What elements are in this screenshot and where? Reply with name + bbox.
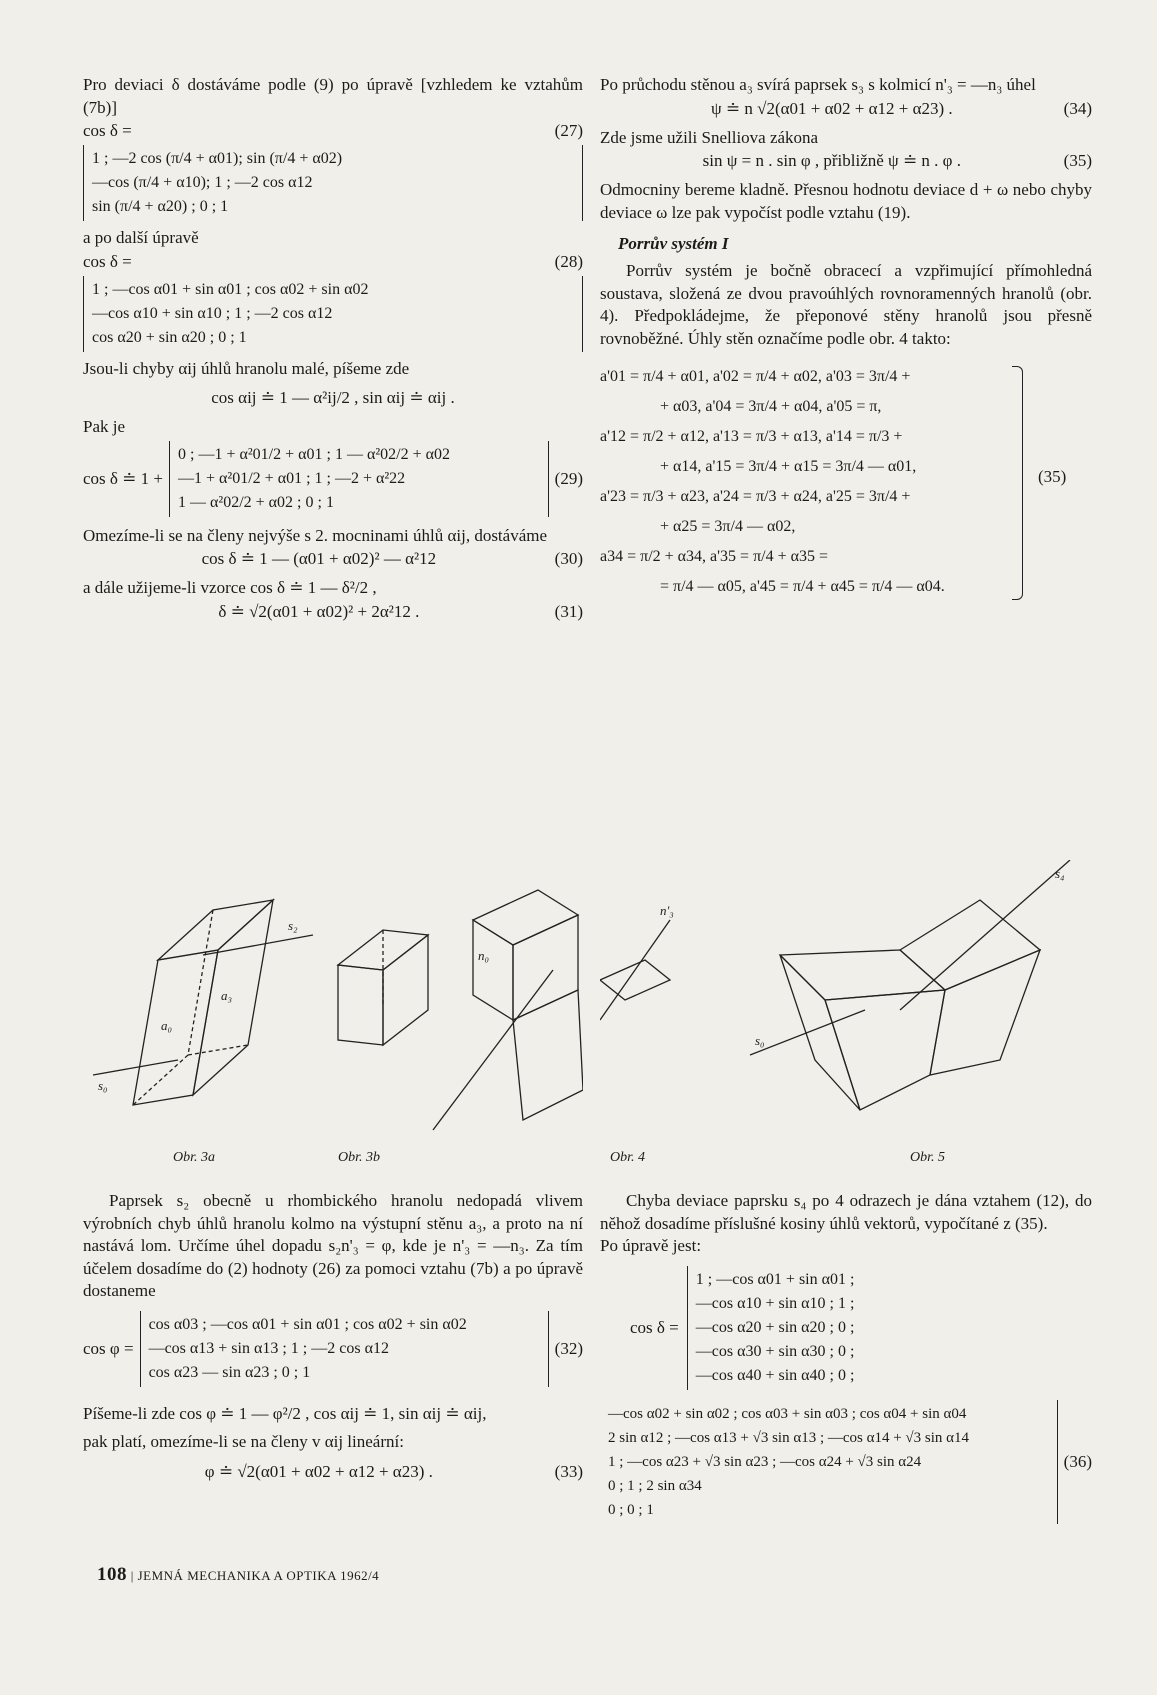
after27-text: a po další úpravě	[83, 228, 199, 247]
eq30-formula: cos δ ≐ 1 — (α01 + α02)² — α²12	[201, 549, 437, 568]
eq34-row	[600, 97, 1092, 121]
eq32-number: (32)	[554, 1338, 583, 1358]
eq36-row: 1 ; —cos α01 + sin α01 ;	[695, 1270, 855, 1288]
eq36-row: 0 ; 1 ; 2 sin α34	[608, 1477, 702, 1494]
eq36-row: —cos α20 + sin α20 ; 0 ;	[695, 1318, 855, 1336]
fig-label-a3: a₃	[221, 988, 233, 1003]
eq36-row: 1 ; —cos α23 + √3 sin α23 ; —cos α24 + √3 sin α24	[608, 1453, 922, 1470]
fig4-right-part	[600, 960, 670, 1000]
eq29-block	[83, 439, 583, 519]
fig3a-hidden-edge	[188, 910, 213, 1055]
fig4-ray	[433, 970, 553, 1130]
eq36-determinant-top	[687, 1266, 1092, 1390]
eq29-lhs: cos δ ≐ 1 +	[83, 468, 164, 488]
approx-formula: cos αij ≐ 1 — α²ij/2 , sin αij ≐ αij .	[211, 388, 455, 407]
eq35-line: = π/4 — α05, a'45 = π/4 + α45 = π/4 — α04.	[660, 578, 945, 595]
fig3b-side-face	[383, 935, 428, 1045]
eq28-row: cos α20 + sin α20 ; 0 ; 1	[92, 328, 247, 346]
eq28-lhs: cos δ =	[83, 251, 132, 271]
fig4-side-face	[513, 915, 578, 1020]
eq35a-formula: sin ψ = n . sin φ , přibližně ψ ≐ n . φ .	[702, 151, 961, 170]
journal-name: JEMNÁ MECHANIKA A OPTIKA 1962/4	[137, 1568, 380, 1583]
caption-obr3b: Obr. 3b	[338, 1150, 381, 1165]
fig3a-ray-in	[93, 1060, 178, 1075]
write-text: Píšeme-li zde cos φ ≐ 1 — φ²/2 , cos αij ≐ 1, sin αij ≐ αij,	[83, 1403, 487, 1423]
eq35-line: a'01 = π/4 + α01, a'02 = π/4 + α02, a'03 = 3π/4 +	[600, 368, 911, 385]
eq27-row: —cos (π/4 + α10); 1 ; —2 cos α12	[92, 174, 313, 191]
fig4-top-face	[473, 890, 578, 945]
limit-text: Omezíme-li se na členy nejvýše s 2. mocninami úhlů αij, dostáváme	[83, 525, 548, 545]
fig-label-n3: n'₃	[660, 903, 674, 918]
caption-obr3a: Obr. 3a	[173, 1150, 216, 1165]
fig-label-s0: s₀	[98, 1078, 108, 1093]
fig3a-ray-out	[203, 935, 313, 955]
eq35-line: a'12 = π/2 + α12, a'13 = π/3 + α13, a'14 = π/3 +	[600, 428, 903, 445]
eq36-row: —cos α30 + sin α30 ; 0 ;	[695, 1342, 855, 1360]
eq35-line: a34 = π/2 + α34, a'35 = π/4 + α35 =	[600, 548, 829, 565]
linear-text: pak platí, omezíme-li se na členy v αij lineární:	[83, 1432, 404, 1451]
caption-obr5: Obr. 5	[910, 1150, 946, 1165]
eq35a-number: (35)	[1063, 151, 1092, 170]
eq36-number: (36)	[1063, 1451, 1092, 1471]
fig-label-s2: s₂	[288, 918, 298, 933]
figures-3a-3b	[83, 860, 583, 1180]
eq32-row: cos α23 — sin α23 ; 0 ; 1	[148, 1363, 311, 1381]
eq31-row	[83, 600, 583, 624]
bottom-left-block	[83, 1190, 583, 1484]
eq32-lhs: cos φ =	[83, 1338, 134, 1358]
fig-label-s4: s₄	[1055, 866, 1065, 881]
footer-separator: |	[130, 1568, 138, 1583]
fig3b-top-face	[338, 930, 428, 970]
eq34-formula: ψ ≐ n √2(α01 + α02 + α12 + α23) .	[710, 98, 953, 118]
eq28-row: 1 ; —cos α01 + sin α01 ; cos α02 + sin α02	[92, 280, 369, 298]
eq29-row: —1 + α²01/2 + α01 ; 1 ; —2 + α²22	[178, 469, 406, 487]
eq29-row: 0 ; —1 + α²01/2 + α01 ; 1 — α²02/2 + α02	[178, 445, 450, 463]
eq32-determinant	[140, 1311, 549, 1387]
eq28-label-row	[83, 250, 583, 274]
fig4-ray-continuation	[600, 920, 670, 1020]
eq35-line: a'23 = π/3 + α23, a'24 = π/3 + α24, a'25 = 3π/4 +	[600, 488, 911, 505]
eq27-row: sin (π/4 + α20) ; 0 ; 1	[92, 198, 229, 215]
eq29-determinant	[169, 441, 549, 517]
eq36-lhs: cos δ =	[630, 1317, 679, 1337]
eq36b-block	[600, 1398, 1092, 1526]
eq32-row: —cos α13 + sin α13 ; 1 ; —2 cos α12	[148, 1339, 389, 1357]
eq28-determinant	[83, 276, 583, 352]
section-heading: Porrův systém I	[618, 234, 729, 253]
eq31-number: (31)	[554, 601, 583, 621]
eq34-number: (34)	[1063, 98, 1092, 118]
eq35-brace	[1012, 366, 1023, 600]
eq29-number: (29)	[554, 468, 583, 488]
approx-eq	[83, 386, 583, 410]
eq29-row: 1 — α²02/2 + α02 ; 0 ; 1	[178, 493, 334, 511]
fig-label-s0-right: s₀	[755, 1033, 765, 1048]
intro-paragraph: Pro deviaci δ dostáváme podle (9) po úpravě [vzhledem ke vztahům (7b)]	[83, 75, 583, 117]
eq35-line: + α14, a'15 = 3π/4 + α15 = 3π/4 — α01,	[660, 458, 917, 475]
pakje-text: Pak je	[83, 417, 126, 436]
figure-3-diagram	[83, 860, 583, 1170]
eq35-system	[600, 362, 1092, 602]
fig5-right-prism	[900, 900, 1040, 990]
fig5-ray-in	[750, 1010, 865, 1055]
roots-paragraph: Odmocniny bereme kladně. Přesnou hodnotu deviace d + ω nebo chyby deviace ω lze pak vypočíst podle vztahu (19).	[600, 180, 1092, 222]
eq31-formula: δ ≐ √2(α01 + α02)² + 2α²12 .	[218, 601, 420, 621]
eq27-row: 1 ; —2 cos (π/4 + α01); sin (π/4 + α02)	[92, 150, 343, 167]
po-uprave-text: Po úpravě jest:	[600, 1236, 702, 1255]
left-column	[83, 74, 583, 624]
small-errors-text: Jsou-li chyby αij úhlů hranolu malé, píšeme zde	[83, 358, 410, 378]
eq33-row	[83, 1460, 583, 1484]
eq36-row: —cos α40 + sin α40 ; 0 ;	[695, 1366, 855, 1384]
figure-4-5-diagram	[600, 860, 1092, 1170]
eq35-line: + α25 = 3π/4 — α02,	[660, 518, 796, 535]
eq33-number: (33)	[554, 1461, 583, 1481]
eq27-label-row	[83, 119, 583, 143]
further-text: a dále užijeme-li vzorce cos δ ≐ 1 — δ²/2 ,	[83, 578, 377, 597]
eq27-lhs: cos δ =	[83, 121, 132, 140]
page-footer	[97, 1564, 379, 1586]
fig5-ray-out	[900, 860, 1070, 1010]
eq35-line: + α03, a'04 = 3π/4 + α04, a'05 = π,	[660, 398, 882, 415]
eq36a-block	[600, 1264, 1092, 1392]
right-column	[600, 74, 1092, 602]
eq35-number: (35)	[1038, 467, 1067, 486]
eq36-row: 0 ; 0 ; 1	[608, 1501, 654, 1518]
fig4-front-face	[473, 920, 513, 1020]
eq28-row: —cos α10 + sin α10 ; 1 ; —2 cos α12	[92, 304, 333, 322]
fig5-side-face	[780, 955, 860, 1110]
caption-obr4: Obr. 4	[610, 1150, 646, 1165]
snell-text: Zde jsme užili Snelliova zákona	[600, 127, 819, 147]
page-number: 108	[97, 1564, 127, 1585]
s2-paragraph: Paprsek s₂ obecně u rhombického hranolu nedopadá vlivem výrobních chyb úhlů hranolu kolmo na výstupní stěnu a₃, a proto na ní nastává lom. Určíme úhel dopadu s₂n'₃ = φ, kde je n'₃ = —n₃. Za tím účelem dosadíme do (2) hodnoty (26) za pomoci vztahu (7b) a po úpravě dostaneme	[83, 1191, 583, 1300]
fig-label-a0: a₀	[161, 1018, 173, 1033]
bottom-right-block	[600, 1190, 1092, 1526]
eq35-lines	[600, 362, 1000, 602]
eq36-determinant-bottom	[600, 1400, 1058, 1524]
eq27-determinant	[83, 145, 583, 221]
eq35a-row	[600, 149, 1092, 173]
eq36-row: 2 sin α12 ; —cos α13 + √3 sin α13 ; —cos α14 + √3 sin α14	[608, 1429, 970, 1446]
eq36-row: —cos α10 + sin α10 ; 1 ;	[695, 1294, 855, 1312]
fig3a-side-face	[193, 900, 273, 1095]
porro-paragraph: Porrův systém je bočně obracecí a vzpřimující přímohledná soustava, složená ze dvou pravoúhlých rovnoramenných hranolů (obr. 4). Předpokládejme, že přeponové stěny hranolů jsou přesně rovnoběžné. Úhly stěn označíme podle obr. 4 takto:	[600, 261, 1092, 348]
fig3b-front-face	[338, 965, 383, 1045]
figures-4-5	[600, 860, 1092, 1180]
eq32-block	[83, 1309, 583, 1389]
eq32-row: cos α03 ; —cos α01 + sin α01 ; cos α02 + sin α02	[148, 1315, 467, 1333]
eq28-number: (28)	[554, 251, 583, 271]
eq33-formula: φ ≐ √2(α01 + α02 + α12 + α23) .	[204, 1461, 433, 1481]
fig-label-n0: n₀	[478, 948, 490, 963]
eq27-number: (27)	[554, 121, 583, 140]
chyba-paragraph: Chyba deviace paprsku s₄ po 4 odrazech je dána vztahem (12), do něhož dosadíme příslušné kosiny úhlů vektorů, vypočítané z (35).	[600, 1191, 1092, 1233]
eq30-row	[83, 547, 583, 571]
eq36-row: —cos α02 + sin α02 ; cos α03 + sin α03 ; cos α04 + sin α04	[608, 1405, 967, 1422]
after-wall-text: Po průchodu stěnou a₃ svírá paprsek s₃ s kolmicí n'₃ = —n₃ úhel	[600, 75, 1036, 94]
eq30-number: (30)	[554, 549, 583, 568]
